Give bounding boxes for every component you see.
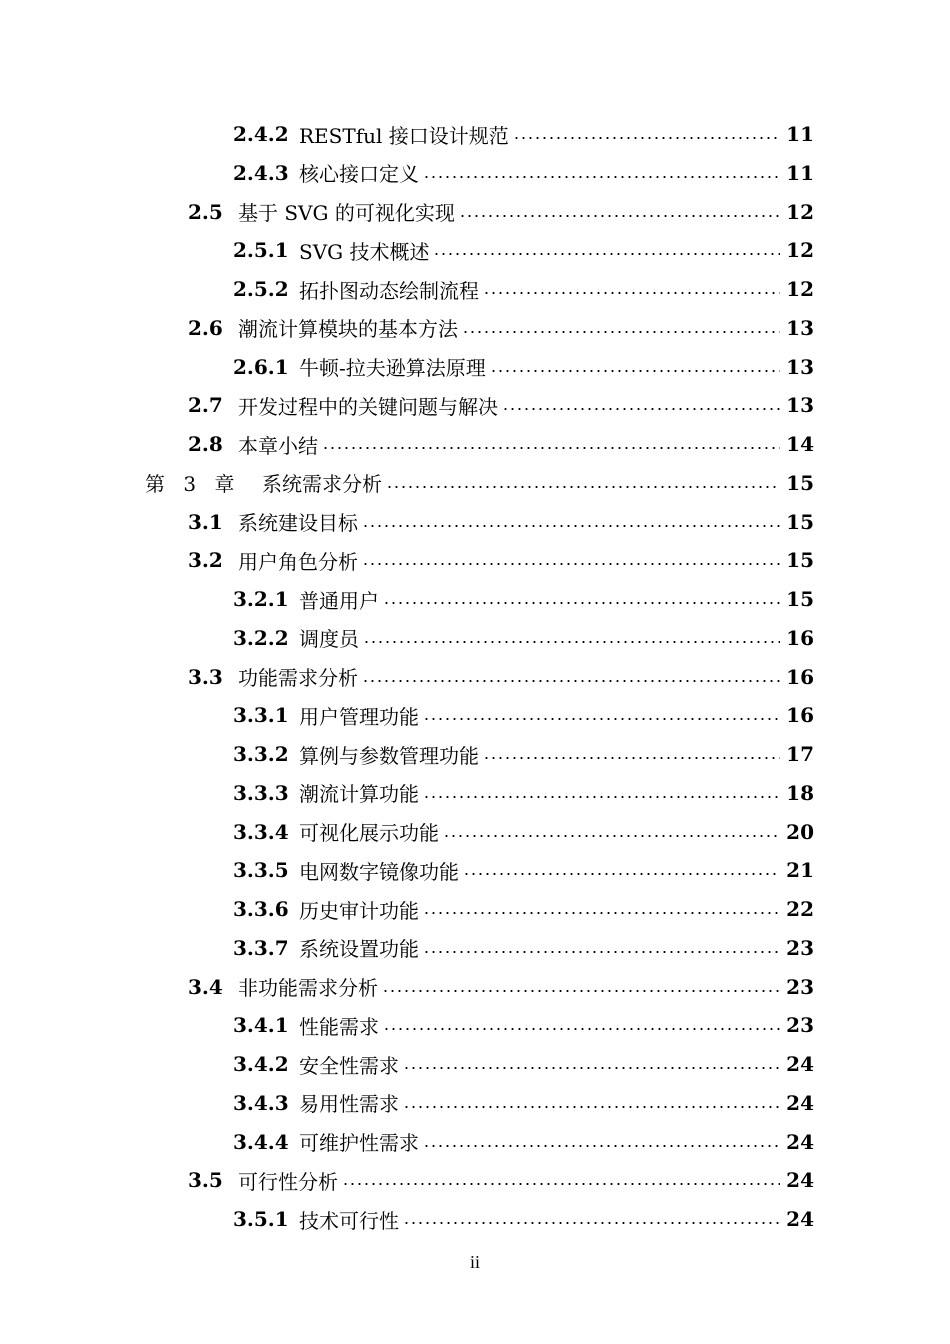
- page-number: 12: [786, 199, 814, 224]
- toc-entry[interactable]: [233, 235, 814, 265]
- section-number: 2.6: [188, 315, 223, 340]
- entry-title: 系统需求分析: [262, 472, 382, 497]
- section-number: 3.4: [188, 974, 223, 999]
- page-number: 23: [786, 974, 814, 999]
- toc-entry[interactable]: [233, 1088, 814, 1118]
- toc-entry[interactable]: [233, 1010, 814, 1040]
- toc-entry[interactable]: [233, 119, 814, 149]
- dot-leader: [403, 1222, 780, 1224]
- dot-leader: [423, 176, 780, 178]
- dot-leader: [459, 215, 780, 217]
- page-number: 12: [786, 277, 814, 301]
- dot-leader: [490, 370, 780, 372]
- dot-leader: [462, 331, 780, 333]
- entry-title: 潮流计算功能: [299, 782, 419, 807]
- page-number: 15: [786, 470, 814, 495]
- page-number: 23: [786, 935, 814, 960]
- page-number: 16: [786, 703, 814, 728]
- page-number: 15: [786, 587, 814, 611]
- page-number: 24: [786, 1090, 814, 1115]
- section-number: 3.2.2: [233, 625, 289, 650]
- toc-entry[interactable]: [188, 390, 814, 420]
- section-number: 3.3.5: [233, 858, 289, 883]
- entry-title: 可视化展示功能: [299, 821, 439, 845]
- dot-leader: [383, 1028, 780, 1030]
- entry-title: 安全性需求: [299, 1053, 399, 1078]
- section-number: 3.5.1: [233, 1207, 289, 1231]
- page-number: 15: [786, 548, 814, 573]
- toc-entry[interactable]: [233, 1049, 814, 1079]
- toc-entry[interactable]: [188, 662, 814, 692]
- page-number: 24: [786, 1052, 814, 1076]
- dot-leader: [363, 641, 780, 643]
- dot-leader: [433, 253, 780, 255]
- page-number: 13: [786, 354, 814, 379]
- toc-entry[interactable]: [233, 1204, 814, 1234]
- dot-leader: [362, 680, 780, 682]
- page-number: 24: [786, 1129, 814, 1154]
- toc-entry[interactable]: [188, 429, 814, 459]
- entry-title: 基于 SVG 的可视化实现: [238, 201, 455, 225]
- toc-entry[interactable]: [188, 972, 814, 1002]
- toc-entry[interactable]: [233, 584, 814, 614]
- dot-leader: [423, 718, 780, 720]
- dot-leader: [463, 873, 780, 875]
- entry-title: 普通用户: [299, 588, 379, 613]
- dot-leader: [513, 137, 780, 139]
- page-number: 11: [786, 122, 814, 146]
- page-number: 17: [786, 742, 814, 766]
- page-number: 23: [786, 1013, 814, 1038]
- page-number: 16: [786, 664, 814, 689]
- entry-title: 用户管理功能: [299, 704, 419, 729]
- toc-entry[interactable]: [145, 468, 814, 498]
- dot-leader: [362, 563, 780, 565]
- page-number: 20: [786, 819, 814, 844]
- section-number: 3.3: [188, 664, 223, 689]
- toc-entry[interactable]: [233, 817, 814, 847]
- toc-entry[interactable]: [233, 1127, 814, 1157]
- toc-entry[interactable]: [233, 778, 814, 808]
- entry-title: 易用性需求: [299, 1092, 399, 1117]
- section-number: 3.4.1: [233, 1013, 289, 1038]
- page-number: 11: [786, 160, 814, 185]
- section-number: 3.2.1: [233, 587, 289, 611]
- dot-leader: [423, 912, 780, 914]
- dot-leader: [362, 525, 780, 527]
- toc-entry[interactable]: [233, 623, 814, 653]
- page-number: 24: [786, 1168, 814, 1193]
- toc-entry[interactable]: [233, 933, 814, 963]
- entry-title: 可维护性需求: [299, 1131, 419, 1155]
- toc-entry[interactable]: [233, 352, 814, 382]
- section-number: 2.4.3: [233, 160, 289, 185]
- section-number: 2.6.1: [233, 354, 289, 379]
- section-number: 2.8: [188, 432, 223, 456]
- page-number: 15: [786, 509, 814, 534]
- entry-title: SVG 技术概述: [299, 239, 430, 264]
- entry-title: 拓扑图动态绘制流程: [299, 278, 479, 303]
- toc-entry[interactable]: [188, 313, 814, 343]
- page-number: 24: [786, 1207, 814, 1231]
- page-number: 13: [786, 393, 814, 418]
- toc-entry[interactable]: [233, 894, 814, 924]
- entry-title: 开发过程中的关键问题与解决: [238, 394, 498, 419]
- dot-leader: [423, 951, 780, 953]
- page-number: 21: [786, 858, 814, 883]
- section-number: 3.3.4: [233, 819, 289, 844]
- section-number: 3.3.3: [233, 780, 289, 805]
- toc-entry[interactable]: [233, 274, 814, 304]
- page-number: 22: [786, 897, 814, 921]
- section-number: 3.4.4: [233, 1129, 289, 1154]
- entry-title: 算例与参数管理功能: [299, 743, 479, 768]
- section-number: 3.3.2: [233, 742, 289, 766]
- entry-title: 电网数字镜像功能: [299, 859, 459, 884]
- page-number: 14: [786, 432, 814, 456]
- toc-entry[interactable]: [188, 197, 814, 227]
- section-number: 3.4.3: [233, 1090, 289, 1115]
- section-number: 2.5.1: [233, 238, 289, 263]
- toc-entry[interactable]: [233, 855, 814, 885]
- entry-title: 可行性分析: [238, 1169, 338, 1194]
- page-number: 12: [786, 238, 814, 263]
- entry-title: 用户角色分析: [238, 549, 358, 574]
- entry-title: 调度员: [299, 627, 359, 652]
- entry-title: 系统建设目标: [238, 511, 358, 535]
- entry-title: 技术可行性: [299, 1208, 399, 1233]
- page-number: 16: [786, 625, 814, 650]
- section-number: 3.3.6: [233, 897, 289, 921]
- dot-leader: [342, 1183, 780, 1185]
- dot-leader: [403, 1106, 780, 1108]
- page-number-footer: ii: [469, 1252, 480, 1272]
- dot-leader: [423, 1145, 780, 1147]
- section-number: 3.3.1: [233, 703, 289, 728]
- dot-leader: [383, 602, 780, 604]
- entry-title: 系统设置功能: [299, 937, 419, 962]
- toc-entry[interactable]: [188, 1165, 814, 1195]
- dot-leader: [382, 990, 780, 992]
- entry-title: 功能需求分析: [238, 666, 358, 690]
- page-number: 18: [786, 780, 814, 805]
- toc-entry[interactable]: [233, 700, 814, 730]
- section-number: 3.4.2: [233, 1052, 289, 1076]
- entry-title: 核心接口定义: [299, 162, 419, 187]
- section-number: 3.5: [188, 1168, 223, 1193]
- toc-entry[interactable]: [188, 507, 814, 537]
- section-number: 3.3.7: [233, 935, 289, 960]
- dot-leader: [483, 292, 780, 294]
- dot-leader: [386, 486, 780, 488]
- chapter-number: 第 3 章: [145, 472, 235, 497]
- entry-title: RESTful 接口设计规范: [299, 123, 509, 148]
- entry-title: 历史审计功能: [299, 898, 419, 923]
- dot-leader: [502, 408, 780, 410]
- section-number: 2.4.2: [233, 122, 289, 146]
- entry-title: 本章小结: [238, 433, 318, 458]
- dot-leader: [423, 796, 780, 798]
- dot-leader: [322, 447, 780, 449]
- dot-leader: [483, 757, 780, 759]
- section-number: 3.2: [188, 548, 223, 573]
- toc-entry[interactable]: [233, 158, 814, 188]
- dot-leader: [403, 1067, 780, 1069]
- toc-entry[interactable]: [233, 739, 814, 769]
- page-number: 13: [786, 315, 814, 340]
- section-number: 2.5: [188, 199, 223, 224]
- toc-entry[interactable]: [188, 545, 814, 575]
- entry-title: 牛顿-拉夫逊算法原理: [299, 356, 486, 380]
- entry-title: 潮流计算模块的基本方法: [238, 317, 458, 342]
- section-number: 2.5.2: [233, 277, 289, 301]
- section-number: 2.7: [188, 393, 223, 418]
- entry-title: 非功能需求分析: [238, 976, 378, 1000]
- section-number: 3.1: [188, 509, 223, 534]
- entry-title: 性能需求: [299, 1014, 379, 1039]
- dot-leader: [443, 835, 780, 837]
